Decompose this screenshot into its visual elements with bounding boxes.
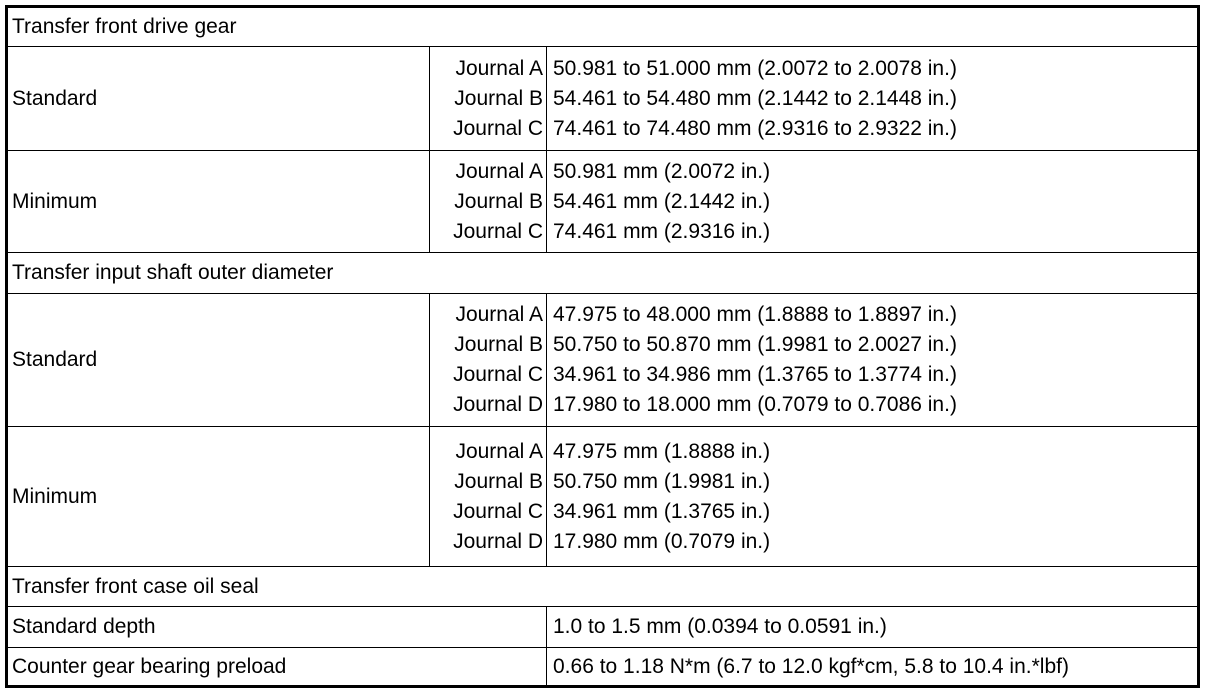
journal-label: Journal C (453, 116, 543, 140)
spec-value: 0.66 to 1.18 N*m (6.7 to 12.0 kgf*cm, 5.8 to 10.4 in.*lbf) (553, 654, 1069, 678)
journal-label: Journal C (453, 219, 543, 243)
value-list (546, 427, 1197, 566)
journal-label: Journal C (453, 499, 543, 523)
table-row (8, 294, 1197, 427)
row-label: Minimum (12, 484, 98, 508)
row-label: Standard (12, 86, 98, 110)
journal-label: Journal D (453, 393, 543, 416)
journal-list (429, 47, 546, 150)
spec-table (5, 5, 1200, 688)
journal-label: Journal B (454, 189, 543, 213)
spec-value: 50.750 mm (1.9981 in.) (553, 469, 771, 493)
spec-value: 34.961 to 34.986 mm (1.3765 to 1.3774 in.) (553, 363, 957, 386)
journal-label: Journal B (454, 469, 543, 493)
spec-value: 74.461 to 74.480 mm (2.9316 to 2.9322 in.) (553, 116, 957, 140)
journal-list (429, 151, 546, 252)
value-list (546, 294, 1197, 426)
journal-label: Journal C (453, 363, 543, 386)
journal-label: Journal A (455, 439, 543, 463)
section-title: Transfer front drive gear (12, 15, 237, 38)
spec-value: 50.981 to 51.000 mm (2.0072 to 2.0078 in.) (553, 56, 957, 80)
table-row (8, 607, 1197, 648)
row-label: Standard (12, 348, 98, 371)
section-header (8, 8, 1197, 47)
spec-value: 47.975 mm (1.8888 in.) (553, 439, 771, 463)
table-row (8, 151, 1197, 253)
table-row (8, 648, 1197, 685)
row-label: Standard depth (12, 615, 156, 638)
row-label: Minimum (12, 189, 98, 213)
spec-value: 74.461 mm (2.9316 in.) (553, 219, 771, 243)
spec-value: 54.461 to 54.480 mm (2.1442 to 2.1448 in.) (553, 86, 957, 110)
spec-value: 47.975 to 48.000 mm (1.8888 to 1.8897 in.) (553, 303, 957, 326)
journal-list (429, 294, 546, 426)
row-label: Counter gear bearing preload (12, 654, 287, 678)
section-header (8, 253, 1197, 294)
spec-value: 17.980 mm (0.7079 in.) (553, 529, 771, 553)
journal-label: Journal B (454, 333, 543, 356)
journal-label: Journal B (454, 86, 543, 110)
journal-label: Journal A (455, 303, 543, 326)
section-title: Transfer input shaft outer diameter (12, 261, 334, 284)
spec-value: 54.461 mm (2.1442 in.) (553, 189, 771, 213)
journal-label: Journal A (455, 56, 543, 80)
journal-label: Journal A (455, 159, 543, 183)
journal-list (429, 427, 546, 566)
section-title: Transfer front case oil seal (12, 574, 259, 598)
table-row (8, 47, 1197, 151)
spec-value: 1.0 to 1.5 mm (0.0394 to 0.0591 in.) (553, 615, 887, 638)
value-list (546, 151, 1197, 252)
spec-value: 50.750 to 50.870 mm (1.9981 to 2.0027 in.) (553, 333, 957, 356)
table-row (8, 427, 1197, 567)
journal-label: Journal D (453, 529, 543, 553)
section-header (8, 567, 1197, 607)
spec-value: 50.981 mm (2.0072 in.) (553, 159, 771, 183)
value-list (546, 648, 1197, 685)
spec-value: 17.980 to 18.000 mm (0.7079 to 0.7086 in.) (553, 393, 957, 416)
value-list (546, 47, 1197, 150)
value-list (546, 607, 1197, 647)
spec-value: 34.961 mm (1.3765 in.) (553, 499, 771, 523)
